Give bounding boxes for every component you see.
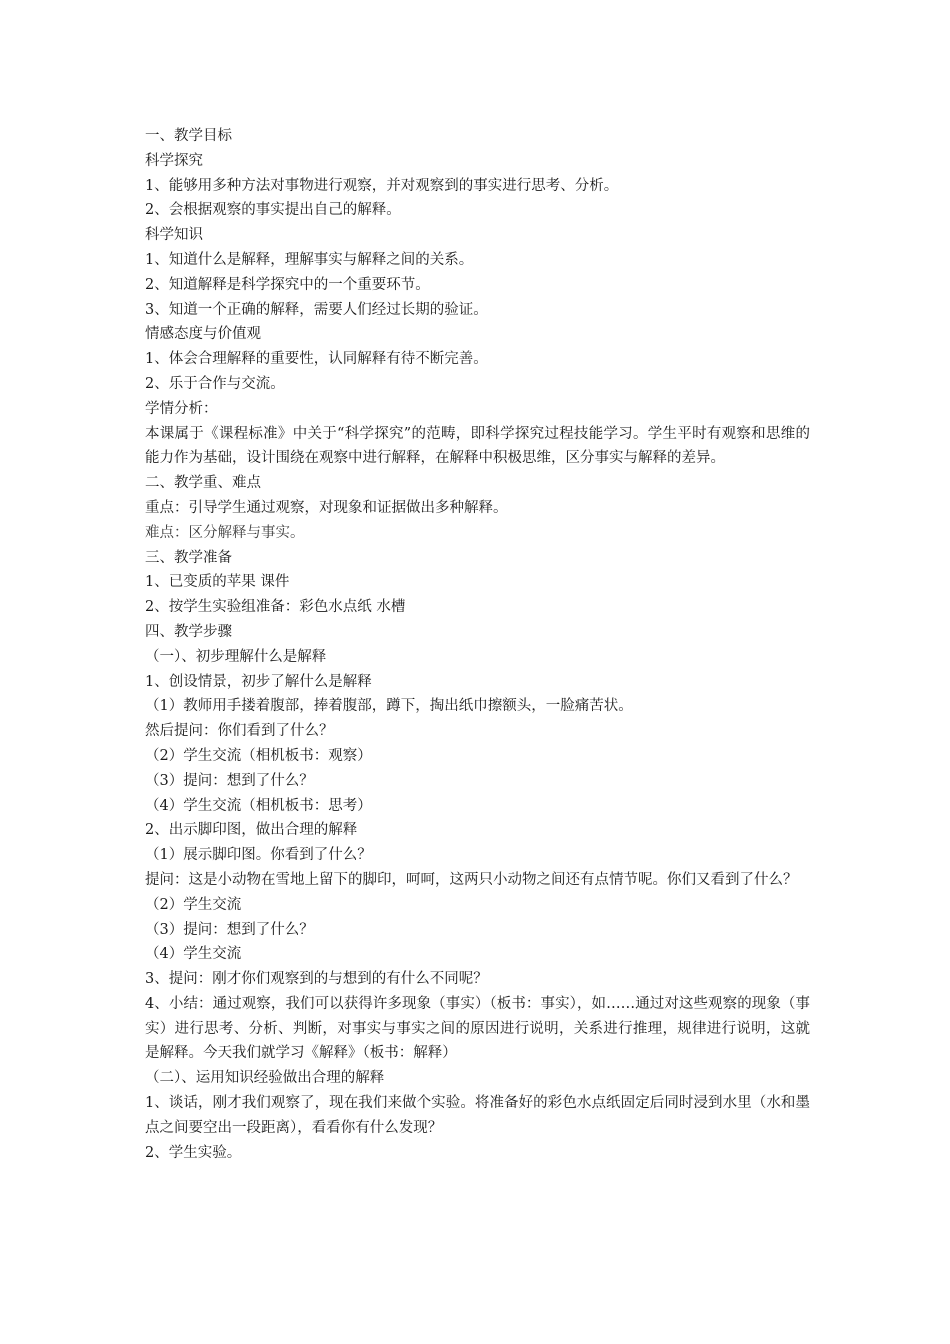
step-subitem: （2）学生交流（相机板书：观察） [145,747,372,764]
section-heading-goals: 一、教学目标 [145,128,232,144]
step-item: 2、学生实验。 [145,1144,242,1161]
subheading-science-knowledge: 科学知识 [145,227,203,244]
step-paragraph: 4、小结：通过观察，我们可以获得许多现象（事实）（板书：事实），如……通过对这些观察的现象（事实）进行思考、分析、判断，对事实与事实之间的原因进行说明，关系进行推理，规律进行说明，这就是解释。今天我们就学习《解释》（板书：解释） [145,995,810,1062]
list-item: 2、按学生实验组准备：彩色水点纸 水槽 [145,599,406,616]
step-subitem: （1）展示脚印图。你看到了什么？ [145,847,372,864]
list-item: 2、知道解释是科学探究中的一个重要环节。 [145,276,430,293]
step-subitem: （2）学生交流 [145,896,242,913]
subheading-attitude-values: 情感态度与价值观 [145,326,261,343]
list-item: 1、能够用多种方法对事物进行观察，并对观察到的事实进行思考、分析。 [145,177,619,194]
step-subitem: （4）学生交流 [145,946,242,963]
step-subitem: （3）提问：想到了什么？ [145,772,314,789]
step-paragraph: 1、谈话，刚才我们观察了，现在我们来做个实验。将准备好的彩色水点纸固定后同时浸到水里（水和墨点之间要空出一段距离），看看你有什么发现？ [145,1095,810,1136]
list-item: 1、体会合理解释的重要性，认同解释有待不断完善。 [145,351,488,368]
step-paragraph: 提问：这是小动物在雪地上留下的脚印，呵呵，这两只小动物之间还有点情节呢。你们又看到了什么？ [145,871,798,888]
paragraph-student-analysis: 本课属于《课程标准》中关于“科学探究”的范畴，即科学探究过程技能学习。学生平时有观察和思维的能力作为基础，设计围绕在观察中进行解释，在解释中积极思维，区分事实与解释的差异。 [145,425,810,467]
subheading-student-analysis: 学情分析： [145,400,218,417]
difficult-point-text: 难点：区分解释与事实。 [145,524,305,541]
step-part-title: （一）、初步理解什么是解释 [145,648,327,665]
list-item: 2、乐于合作与交流。 [145,375,285,392]
step-subitem: （1）教师用手搂着腹部，捧着腹部，蹲下，掏出纸巾擦额头，一脸痛苦状。 [145,698,633,715]
list-item: 3、知道一个正确的解释，需要人们经过长期的验证。 [145,301,488,318]
document-page [145,124,810,1165]
section-heading-steps: 四、教学步骤 [145,623,232,640]
list-item: 1、知道什么是解释，理解事实与解释之间的关系。 [145,251,474,268]
step-item: 1、创设情景，初步了解什么是解释 [145,673,372,690]
key-point-text: 重点：引导学生通过观察，对现象和证据做出多种解释。 [145,499,508,516]
step-part-title: （二）、运用知识经验做出合理的解释 [145,1070,385,1087]
section-heading-preparation: 三、教学准备 [145,549,232,566]
step-subitem: 然后提问：你们看到了什么？ [145,723,334,740]
step-item: 3、提问：刚才你们观察到的与想到的有什么不同呢？ [145,971,488,988]
subheading-science-inquiry: 科学探究 [145,152,203,169]
list-item: 1、已变质的苹果 课件 [145,574,290,591]
list-item: 2、会根据观察的事实提出自己的解释。 [145,202,401,219]
step-subitem: （4）学生交流（相机板书：思考） [145,797,372,814]
step-subitem: （3）提问：想到了什么？ [145,921,314,938]
step-item: 2、出示脚印图，做出合理的解释 [145,822,358,839]
section-heading-key-points: 二、教学重、难点 [145,475,261,492]
